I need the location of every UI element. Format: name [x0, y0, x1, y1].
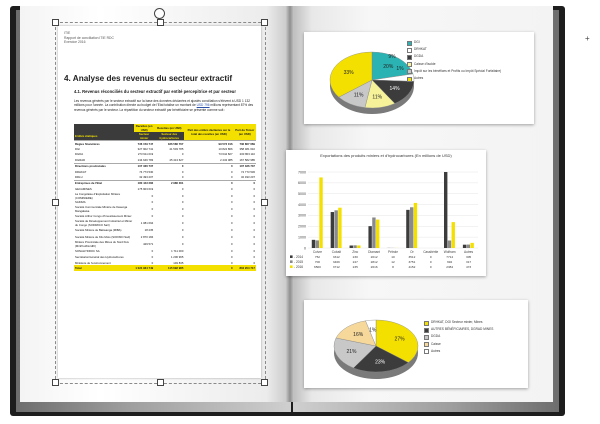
table-cell: 0	[151, 200, 154, 205]
bar	[444, 172, 447, 248]
resize-handle-l[interactable]	[52, 199, 59, 206]
legend-label: Autres	[414, 75, 424, 80]
table-cell: 0	[184, 163, 233, 169]
table-cell: 32 493 207	[139, 175, 154, 180]
bar-chart	[286, 150, 486, 276]
table-cell: 0	[230, 254, 233, 259]
table-cell: 736 867 669	[234, 141, 256, 147]
legend-item	[407, 69, 529, 75]
data-table-cell: 10	[391, 255, 395, 259]
bar	[350, 246, 353, 248]
data-table-cell: 3512	[408, 255, 416, 259]
bar	[414, 203, 417, 248]
legend-swatch	[407, 62, 412, 67]
legend-label: Autres	[431, 348, 441, 353]
x-tick-label: Cobalt	[331, 250, 341, 254]
x-tick-label: Autres	[463, 250, 474, 254]
table-row	[74, 205, 256, 213]
pie-slice-label: 20%	[383, 63, 394, 70]
table-row	[74, 219, 256, 227]
header-line: ITIE	[64, 31, 71, 35]
legend-swatch	[424, 342, 429, 347]
table-cell: 74 773 530	[241, 169, 255, 174]
bar	[467, 245, 470, 248]
legend-label: Caisse d'Isolde	[414, 61, 436, 66]
table-cell: 0	[253, 260, 255, 265]
table-cell: 74 773 530	[139, 169, 154, 174]
revenue-table	[74, 124, 256, 271]
legend-swatch	[424, 349, 429, 354]
legend-label: AUTRES BÉNÉFICIAIRES, DGRAD MINES	[431, 327, 494, 332]
table-cell: 0	[230, 175, 233, 180]
table-cell: 0	[253, 200, 255, 205]
data-table-cell: 700	[314, 260, 321, 264]
legend-item	[407, 47, 529, 53]
table-header-cell: Entités étatiques	[74, 132, 134, 141]
table-row	[74, 265, 256, 270]
y-tick-label: 3000	[298, 213, 306, 218]
table-cell: Régies financières	[74, 141, 134, 147]
series-swatch	[290, 255, 293, 258]
table-cell: 0	[154, 163, 184, 169]
resize-handle-r[interactable]	[261, 199, 268, 206]
table-cell: 804 204 717	[234, 265, 256, 270]
table-cell: 0	[253, 234, 255, 239]
table-cell: 115 692 985	[154, 265, 184, 270]
table-cell: 2 986 361	[154, 180, 184, 186]
data-table-cell: 4152	[408, 265, 416, 269]
table-cell: 429 571	[143, 242, 154, 247]
table-cell: 0	[253, 186, 255, 191]
paragraph-link[interactable]: USD 796	[196, 103, 210, 108]
table-cell: SONAHYDROC SA	[75, 248, 100, 253]
bar	[331, 212, 334, 248]
bar	[406, 210, 409, 248]
legend-swatch	[424, 321, 429, 326]
table-cell: 10 824 866	[218, 147, 233, 152]
data-table-cell: 2384	[446, 265, 454, 269]
pie-slice-label: 11%	[372, 94, 383, 101]
table-cell: 2 443 085	[220, 157, 233, 162]
pie-chart-card-top[interactable]	[304, 32, 534, 124]
pie-legend-top	[407, 40, 529, 83]
table-header-cell: Secteur minier	[134, 132, 154, 141]
data-table-cell: 317	[465, 260, 472, 264]
data-table-cell: 3312	[332, 255, 340, 259]
table-cell: 327 902 741	[137, 147, 154, 152]
resize-handle-br[interactable]	[261, 379, 268, 386]
legend-label: DGI	[414, 40, 420, 44]
table-cell: 175 903 619	[137, 186, 154, 191]
table-cell: 0	[184, 265, 233, 270]
legend-item	[424, 320, 524, 326]
data-table-cell: 247	[352, 260, 358, 264]
table-cell: 0	[253, 193, 255, 198]
table-cell: 0	[253, 248, 255, 253]
table-cell: Total	[74, 265, 134, 270]
data-table-cell: 0	[429, 260, 432, 264]
legend-swatch	[424, 335, 429, 340]
data-table-cell: 3712	[332, 265, 340, 269]
y-tick-label: 6000	[298, 181, 306, 186]
bar	[452, 222, 455, 248]
data-table-cell: 0	[429, 265, 432, 269]
x-tick-label: Pétrole	[387, 250, 399, 254]
bar-chart-card[interactable]	[286, 150, 486, 276]
table-cell: 134 646 783	[137, 157, 154, 162]
table-cell: 0	[230, 221, 233, 226]
bar	[316, 240, 319, 248]
table-cell: 2 870 184	[140, 234, 154, 239]
paragraph-text: millions représentant 87% des revenus générés par le secteur. La répartition du secteur extractif par bénéficiaire se présente comme suit :	[74, 103, 254, 112]
table-cell: DGDA	[75, 152, 84, 157]
legend-item	[424, 349, 524, 355]
legend-item	[407, 40, 529, 46]
page-marker: +	[585, 34, 590, 43]
table-cell: DGRAD	[75, 157, 86, 162]
chart-title: Exportations des produits miniers et d'hydrocarbures (En millions de USD)	[320, 153, 452, 158]
pie-slice-label: 1%	[396, 66, 404, 72]
table-cell: 0	[253, 214, 255, 219]
table-header-cell: Secteur des hydrocarbures	[154, 132, 184, 141]
x-tick-label: Or	[410, 250, 414, 254]
table-cell: 0	[181, 186, 184, 191]
table-cell: 0	[230, 169, 233, 174]
table-cell: 0	[181, 242, 184, 247]
table-cell: 0	[151, 193, 154, 198]
legend-swatch	[407, 69, 412, 74]
data-table-cell: 6500	[313, 265, 321, 269]
table-cell: 0	[230, 242, 233, 247]
y-tick-label: 2000	[298, 224, 306, 229]
table-cell: 0	[253, 221, 255, 226]
section-heading: 4. Analyse des revenus du secteur extractif	[64, 74, 233, 83]
header-line: Rapport de conciliation ITIE RDC	[64, 35, 114, 40]
table-cell: 73 644 827	[218, 152, 233, 157]
table-cell: 18 235	[144, 228, 154, 233]
bar	[334, 210, 337, 248]
legend-item	[407, 62, 529, 68]
data-table-cell: 235	[352, 265, 358, 269]
y-tick-label: 0	[304, 246, 306, 251]
table-row	[74, 192, 256, 200]
data-table-cell: 230	[352, 255, 358, 259]
table-cell: 0	[151, 260, 154, 265]
data-table-cell: 0	[429, 255, 432, 259]
table-cell: Directions provinciales	[74, 163, 134, 169]
data-table-cell: 7714	[446, 255, 454, 259]
table-cell: 358 481 610	[239, 147, 255, 152]
pie-slice-label: 14%	[389, 86, 400, 93]
table-cell: Société Minière de Bakwanga (MIBA)	[75, 228, 122, 233]
table-cell: 0	[181, 214, 184, 219]
table-cell: 0	[151, 206, 154, 211]
y-tick-label: 5000	[298, 192, 306, 197]
table-cell: 0	[230, 193, 233, 198]
series-label: - 2016	[294, 265, 304, 269]
table-cell: 45 413 627	[169, 157, 184, 162]
table-header-cell: Part du Trésor (en USD)	[234, 124, 256, 141]
x-tick-label: Zinc	[352, 250, 359, 254]
resize-handle-tl[interactable]	[52, 19, 59, 26]
table-cell: 0	[181, 234, 184, 239]
bar	[376, 220, 379, 248]
table-cell: 0	[181, 200, 184, 205]
table-cell: DRHKAT	[75, 169, 87, 174]
pie-chart-card-bottom[interactable]	[304, 300, 528, 388]
data-table-cell: 12	[391, 260, 395, 264]
table-cell: 200 803 110	[239, 152, 255, 157]
table-cell: 0	[230, 248, 233, 253]
table-cell: 99 573 016	[184, 141, 233, 147]
rotate-handle[interactable]	[154, 8, 165, 19]
table-cell: 0	[181, 221, 184, 226]
table-cell: La Congolaise d'Exploitation Minière (COMINIERE)	[75, 191, 121, 200]
pie-slice-label: 1%	[369, 327, 377, 334]
table-cell: 0	[230, 260, 233, 265]
table-cell: 0	[181, 175, 184, 180]
bar	[470, 243, 473, 248]
table-cell: 41 503 785	[169, 147, 184, 152]
table-cell: 167 582 985	[239, 157, 255, 162]
legend-item	[424, 334, 524, 340]
legend-item	[407, 76, 529, 82]
legend-swatch	[407, 77, 412, 82]
pie-slice-label: 16%	[353, 331, 364, 338]
x-tick-label: Cassitérite	[423, 250, 439, 254]
pie-legend-bottom	[424, 320, 524, 356]
pie-slice-label: 11%	[353, 92, 364, 99]
pie-slice-label: 27%	[394, 336, 405, 343]
legend-item	[424, 327, 524, 333]
series-label: - 2014	[294, 255, 304, 259]
table-cell: 0	[253, 206, 255, 211]
bar	[353, 245, 356, 248]
table-cell: 180 443 282	[134, 180, 154, 186]
table-cell: 0	[230, 234, 233, 239]
table-cell: 149 835	[173, 260, 184, 265]
legend-item	[424, 342, 524, 348]
resize-handle-b[interactable]	[157, 379, 164, 386]
legend-swatch	[424, 328, 429, 333]
legend-swatch	[407, 55, 412, 60]
table-cell: 736 159 747	[134, 141, 154, 147]
paragraph-text: Les revenus générés par le secteur extractif sur la base des données déclarées et ajustés conciliation s'élèvent à USD 1 132 millions pour l'année. La contribution directe au budget de l'Etat totalise un montant de	[74, 99, 251, 108]
document-header	[64, 31, 114, 45]
table-cell: Minière Provinciale des Mines du Nord Kivu (MinProdNordKI)	[75, 240, 130, 249]
table-cell: 1 206 965	[170, 254, 184, 259]
x-tick-label: Wolfram	[443, 250, 456, 254]
header-line: Exercice 2016	[64, 40, 86, 45]
table-cell: Entreprises de l'Etat	[74, 180, 134, 186]
table-cell: 0	[151, 254, 154, 259]
bar	[368, 226, 371, 248]
bar	[357, 245, 360, 248]
data-table-cell: 3751	[408, 260, 416, 264]
table-cell: 1 081 694	[140, 221, 154, 226]
table-cell: 0	[181, 152, 184, 157]
resize-handle-t[interactable]	[157, 19, 164, 26]
legend-label: DGDA	[431, 334, 441, 339]
legend-label: Caisse	[431, 341, 441, 346]
table-header-cell: Recettes (en USD)	[154, 124, 184, 132]
bar	[448, 240, 451, 248]
table-cell: 0	[181, 228, 184, 233]
table-cell: 0	[181, 206, 184, 211]
data-table-cell: 3469	[332, 260, 340, 264]
data-table-cell: 2012	[370, 255, 378, 259]
legend-label: DRHKAT	[414, 47, 427, 52]
table-cell: 0	[181, 169, 184, 174]
subsection-heading: 4.1. Revenus réconciliés du secteur extractif par entité percepitrice et par secteur	[74, 89, 236, 94]
table-cell: SAKIMA	[75, 200, 86, 205]
table-cell: DRLU	[75, 175, 83, 180]
x-tick-label: Diamant	[368, 250, 381, 254]
bar	[338, 208, 341, 248]
bar	[372, 217, 375, 248]
table-cell: 0	[230, 214, 233, 219]
data-table-cell: 305	[465, 255, 472, 259]
table-cell: Société Commerciale Minière de Kasenga Mangalaisa	[75, 204, 128, 213]
series-swatch	[290, 265, 293, 268]
table-cell: Société Arthur Congo d'Investissement Minier	[75, 214, 132, 219]
y-tick-label: 7000	[298, 170, 306, 175]
table-cell: 0	[253, 254, 255, 259]
intro-paragraph	[74, 99, 255, 112]
table-cell: 0	[230, 206, 233, 211]
table-cell: 0	[253, 242, 255, 247]
y-tick-label: 4000	[298, 202, 306, 207]
table-cell: 0	[253, 228, 255, 233]
table-header-cell: Recettes (en USD)	[135, 124, 153, 132]
table-body	[74, 141, 256, 271]
legend-label: DGDA	[414, 54, 424, 59]
series-label: - 2015	[294, 260, 304, 264]
table-cell: 0	[230, 200, 233, 205]
table-cell: 273 911 019	[137, 152, 154, 157]
table-cell: 0	[234, 180, 256, 186]
resize-handle-tr[interactable]	[261, 19, 268, 26]
data-table-cell: 473	[465, 265, 472, 269]
data-table-cell: 692	[447, 260, 453, 264]
data-table-cell: 2616	[370, 265, 378, 269]
legend-swatch	[407, 41, 412, 46]
legend-swatch	[407, 48, 412, 53]
pie-slice-label: 9%	[388, 54, 396, 60]
pie-slice-label: 23%	[375, 359, 386, 366]
table-cell: 186 586 767	[154, 141, 184, 147]
data-table-cell: 752	[314, 255, 321, 259]
pie-slice-label: 21%	[346, 348, 357, 355]
bar	[410, 207, 413, 248]
pie-slice-label: 33%	[343, 69, 354, 76]
legend-label: DRHKAT, DGI Secteur minier, Mines	[431, 320, 483, 324]
table-cell: 0	[230, 228, 233, 233]
bar	[463, 245, 466, 248]
table-cell: Société de Développement Industriel et Minier du Congo (SODIMICO Sarl)	[75, 219, 133, 228]
table-cell: 1 024 934 749	[135, 265, 154, 270]
bar	[312, 240, 315, 248]
legend-label: Impôt sur les bénéfices et Profits ou Impôt Spécial Forfaitaire)	[414, 68, 502, 73]
table-cell: 0	[181, 193, 184, 198]
table-cell: Ministère de l'environnement	[75, 260, 111, 265]
table-cell: DGI	[75, 147, 80, 152]
table-row	[74, 240, 256, 248]
table-cell: GECAMINES	[75, 186, 92, 191]
document-image[interactable]	[58, 26, 261, 378]
bar	[319, 177, 322, 248]
x-tick-label: Cuivre	[312, 250, 323, 254]
table-cell: Secrétariat Général des Hydrocarbures	[75, 254, 124, 259]
series-swatch	[290, 260, 293, 263]
data-table-cell: 8	[392, 265, 394, 269]
table-cell: 0	[230, 186, 233, 191]
data-table-cell: 2812	[370, 260, 378, 264]
table-cell: 0	[184, 180, 233, 186]
table-header-cell	[74, 124, 134, 132]
table-cell: 32 493 207	[241, 175, 255, 180]
resize-handle-bl[interactable]	[52, 379, 59, 386]
table-header-cell: Part des entités déclarées sur le total des recettes (en USD)	[184, 124, 233, 141]
legend-item	[407, 54, 529, 60]
table-cell: 107 336 737	[234, 163, 256, 169]
table-cell: 1 711 000	[171, 248, 184, 253]
table-cell: Société Minière de Kilo Moto (SOKIMO Sarl)	[75, 234, 131, 239]
y-tick-label: 1000	[298, 235, 306, 240]
table-cell: 0	[151, 214, 154, 219]
table-cell: 0	[151, 248, 154, 253]
table-cell: 107 336 737	[134, 163, 154, 169]
